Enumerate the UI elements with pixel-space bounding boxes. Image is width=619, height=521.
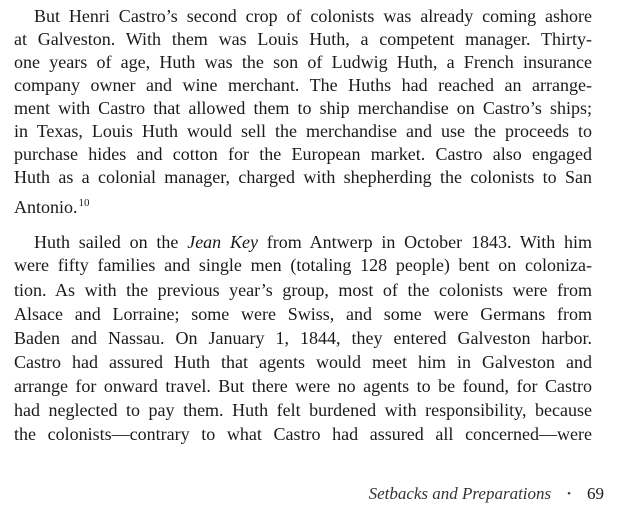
text-line [14,195,592,219]
text-line: arrange for onward travel. But there were no agents to be found, for Castro [14,376,592,396]
text-line: Baden and Nassau. On January 1, 1844, they entered Galveston harbor. [14,328,592,348]
text-line: But Henri Castro’s second crop of colonists was already coming ashore [34,6,592,26]
footnote-marker[interactable]: 10 [78,197,90,209]
text-line: tion. As with the previous year’s group, most of the colonists were from [14,280,592,300]
text-line-content: Huth sailed on the [34,232,188,252]
text-line: one years of age, Huth was the son of Ludwig Huth, a French insurance [14,52,592,72]
text-line: had neglected to pay them. Huth felt burdened with responsibility, because [14,400,592,420]
text-line-content: Antonio. [14,197,78,217]
text-line: the colonists—contrary to what Castro had assured all concerned—were [14,424,592,444]
separator-bullet: • [567,488,571,500]
text-line: at Galveston. With them was Louis Huth, a competent manager. Thirty- [14,29,592,49]
text-line [34,230,592,254]
text-line: Castro had assured Huth that agents would meet him in Galveston and [14,352,592,372]
text-line: in Texas, Louis Huth would sell the merchandise and use the proceeds to [14,121,592,141]
ship-name: Jean Key [187,232,258,252]
text-line: were fifty families and single men (totaling 128 people) bent on coloniza- [14,255,592,275]
text-line: Huth as a colonial manager, charged with shepherding the colonists to San [14,167,592,187]
text-line: Alsace and Lorraine; some were Swiss, and some were Germans from [14,304,592,324]
text-line: company owner and wine merchant. The Huths had reached an arrange- [14,75,592,95]
text-line: ment with Castro that allowed them to ship merchandise on Castro’s ships; [14,98,592,118]
page-footer [340,483,604,507]
text-line-content: from Antwerp in October 1843. With him [257,232,593,252]
running-title: Setbacks and Preparations [368,484,552,503]
page-number: 69 [587,484,604,503]
text-line: purchase hides and cotton for the European market. Castro also engaged [14,144,592,164]
